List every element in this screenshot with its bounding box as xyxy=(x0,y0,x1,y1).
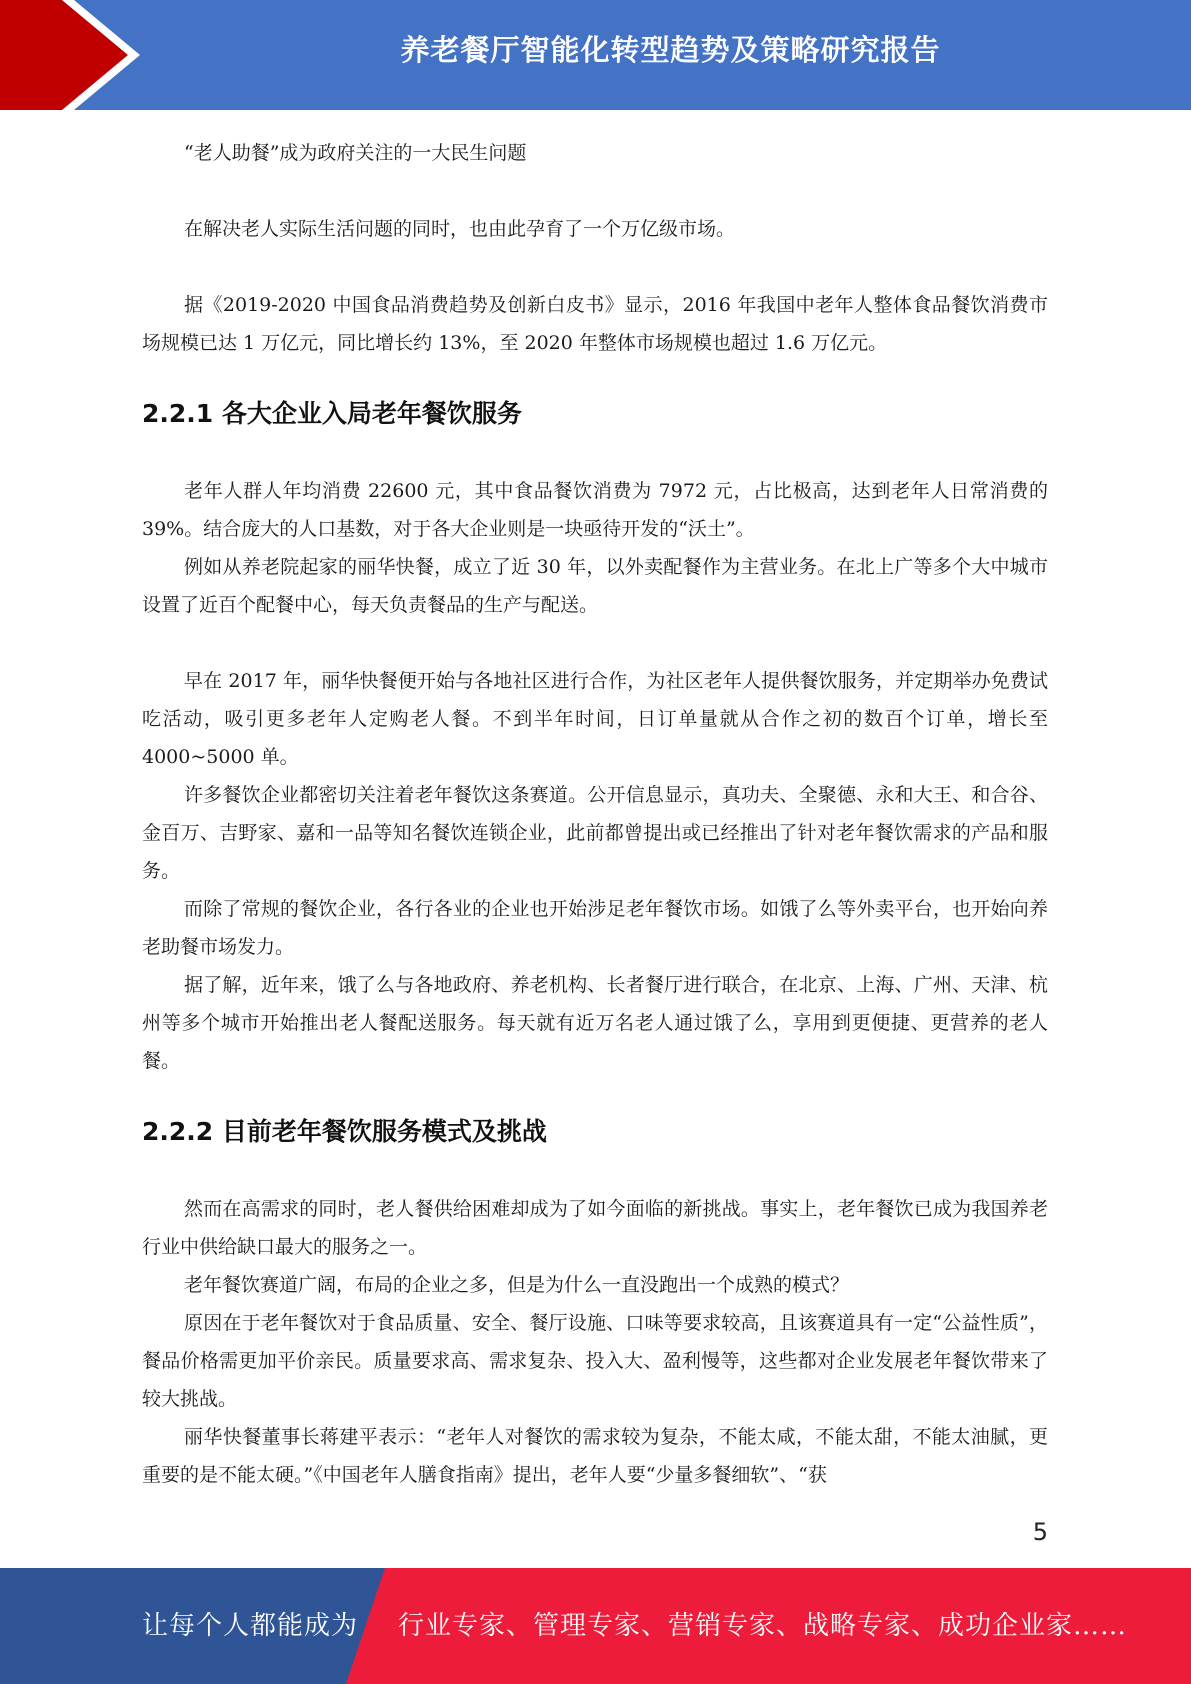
section-heading-2-2-2: 2.2.2 目前老年餐饮服务模式及挑战 xyxy=(142,1117,547,1146)
paragraph: 早在 2017 年，丽华快餐便开始与各地社区进行合作，为社区老年人提供餐饮服务，并定期举办免费试吃活动，吸引更多老年人定购老人餐。不到半年时间，日订单量就从合作之初的数百个订单，增长至 4000~5000 单。 xyxy=(142,670,1048,768)
paragraph: 老年人群人年均消费 22600 元，其中食品餐饮消费为 7972 元，占比极高，达到老年人日常消费的 39%。结合庞大的人口基数，对于各大企业则是一块亟待开发的“沃土”。 xyxy=(142,480,1048,540)
report-title: 养老餐厅智能化转型趋势及策略研究报告 xyxy=(400,33,941,67)
paragraph: 而除了常规的餐饮企业，各行各业的企业也开始涉足老年餐饮市场。如饿了么等外卖平台，也开始向养老助餐市场发力。 xyxy=(142,898,1048,958)
header-chevron-decoration xyxy=(0,0,160,110)
paragraph: 许多餐饮企业都密切关注着老年餐饮这条赛道。公开信息显示，真功夫、全聚德、永和大王、和合谷、金百万、吉野家、嘉和一品等知名餐饮连锁企业，此前都曾提出或已经推出了针对老年餐饮需求的产品和服务。 xyxy=(142,784,1048,882)
paragraph: 例如从养老院起家的丽华快餐，成立了近 30 年，以外卖配餐作为主营业务。在北上广等多个大中城市设置了近百个配餐中心，每天负责餐品的生产与配送。 xyxy=(142,556,1048,616)
paragraph: 据《2019-2020 中国食品消费趋势及创新白皮书》显示，2016 年我国中老年人整体食品餐饮消费市场规模已达 1 万亿元，同比增长约 13%，至 2020 年整体市场规模也超过 1.6 万亿元。 xyxy=(142,294,1048,354)
footer-slogan-left: 让每个人都能成为 xyxy=(142,1611,359,1641)
page-number: 5 xyxy=(1032,1518,1048,1546)
page-footer xyxy=(0,1568,1191,1684)
paragraph: 在解决老人实际生活问题的同时，也由此孕育了一个万亿级市场。 xyxy=(184,218,736,240)
paragraph: 老年餐饮赛道广阔，布局的企业之多，但是为什么一直没跑出一个成熟的模式？ xyxy=(184,1274,850,1296)
paragraph: 据了解，近年来，饿了么与各地政府、养老机构、长者餐厅进行联合，在北京、上海、广州、天津、杭州等多个城市开始推出老人餐配送服务。每天就有近万名老人通过饿了么，享用到更便捷、更营养的老人餐。 xyxy=(142,974,1048,1072)
footer-slogan-right: 行业专家、管理专家、营销专家、战略专家、成功企业家…… xyxy=(398,1611,1128,1641)
paragraph: 然而在高需求的同时，老人餐供给困难却成为了如今面临的新挑战。事实上，老年餐饮已成为我国养老行业中供给缺口最大的服务之一。 xyxy=(142,1198,1048,1258)
paragraph: 原因在于老年餐饮对于食品质量、安全、餐厅设施、口味等要求较高，且该赛道具有一定“公益性质”，餐品价格需更加平价亲民。质量要求高、需求复杂、投入大、盈利慢等，这些都对企业发展老年餐饮带来了较大挑战。 xyxy=(142,1312,1048,1410)
paragraph: “老人助餐”成为政府关注的一大民生问题 xyxy=(184,142,527,164)
paragraph: 丽华快餐董事长蒋建平表示：“老年人对餐饮的需求较为复杂，不能太咸，不能太甜，不能太油腻，更重要的是不能太硬。”《中国老年人膳食指南》提出，老年人要“少量多餐细软”、“获 xyxy=(142,1426,1048,1486)
document-body xyxy=(142,134,1048,1494)
page-header xyxy=(0,0,1191,110)
section-heading-2-2-1: 2.2.1 各大企业入局老年餐饮服务 xyxy=(142,399,522,428)
